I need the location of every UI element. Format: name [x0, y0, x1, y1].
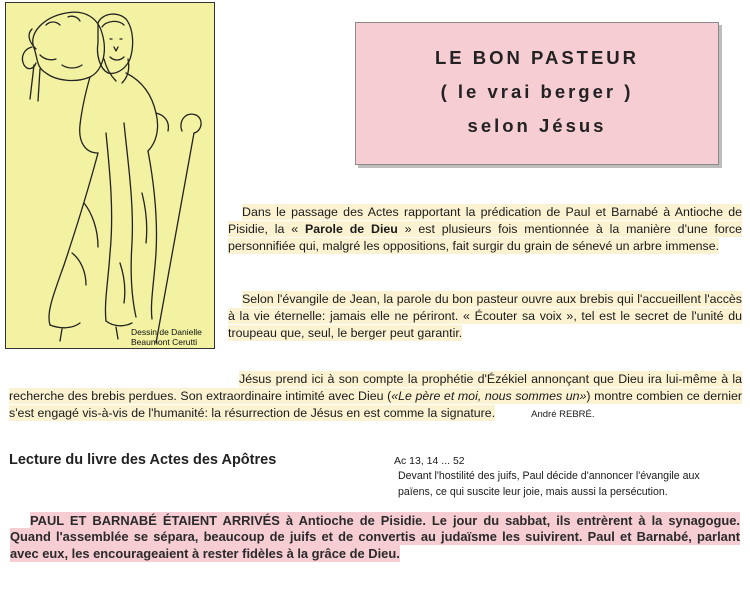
shepherd-drawing-icon [6, 3, 214, 348]
illustration-credit [131, 327, 213, 347]
title-box [355, 22, 719, 165]
intro-paragraph-1 [228, 204, 742, 254]
title-line-3: selon Jésus [467, 115, 607, 136]
good-shepherd-illustration [5, 2, 215, 349]
reading-text-content: PAUL ET BARNABÉ ÉTAIENT ARRIVÉS à Antioche de Pisidie. Le jour du sabbat, ils entrèrent à la synagogue. Quand l'assemblée se sépara, beaucoup de juifs et de convertis au judaïsme les suivirent. Paul et Barnabé, parlant avec eux, les encourageaient à rester fidèles à la grâce de Dieu. [10, 513, 740, 561]
bible-reference: Ac 13, 14 ... 52 [394, 455, 465, 467]
reading-text [10, 513, 740, 562]
lecture-heading: Lecture du livre des Actes des Apôtres [9, 452, 277, 468]
reading-summary: Devant l'hostilité des juifs, Paul décide d'annoncer l'évangile aux païens, ce qui suscite leur joie, mais aussi la persécution. [398, 470, 700, 498]
intro-p3-part-a: Jésus prend ici à son compte la prophétie d'Ézékiel annonçant que Dieu ira lui-même à la recherche des brebis perdues. Son extraordinaire intimité avec Dieu ( [9, 372, 742, 403]
intro-p1-part-b: » est plusieurs fois mentionnée à la manière d'une force personnifiée qui, malgré les oppositions, fait surgir du grain de sénevé un arbre immense. [228, 221, 742, 253]
intro-p1-part-a: Dans le passage des Actes rapportant la prédication de Paul et Barnabé à Antioche de Pisidie, la « [228, 205, 742, 236]
intro-p2-text: Selon l'évangile de Jean, la parole du bon pasteur ouvre aux brebis qui l'accueillent l'accès à la vie éternelle: jamais elle ne périront. « Écouter sa voix », tel est le secret de l'unité du troupeau que, seul, le berger peut garantir. [228, 292, 742, 340]
credit-line-2: Beaumont Cerutti [131, 337, 198, 347]
title-line-1: LE BON PASTEUR [434, 47, 640, 68]
author-signature: André REBRÉ. [531, 408, 595, 420]
intro-p3-italic: «Le père et moi, nous sommes un» [391, 388, 587, 403]
title-line-2: ( le vrai berger ) [440, 81, 634, 102]
intro-p1-bold: Parole de Dieu [304, 221, 398, 236]
credit-line-1: Dessin de Danielle [131, 327, 202, 337]
intro-paragraph-2 [228, 291, 742, 341]
intro-p3-part-b: ) montre combien ce dernier s'est engagé vis-à-vis de l'humanité: la résurrection de Jésus en est comme la signature. [9, 388, 742, 420]
intro-paragraph-3 [9, 371, 742, 423]
